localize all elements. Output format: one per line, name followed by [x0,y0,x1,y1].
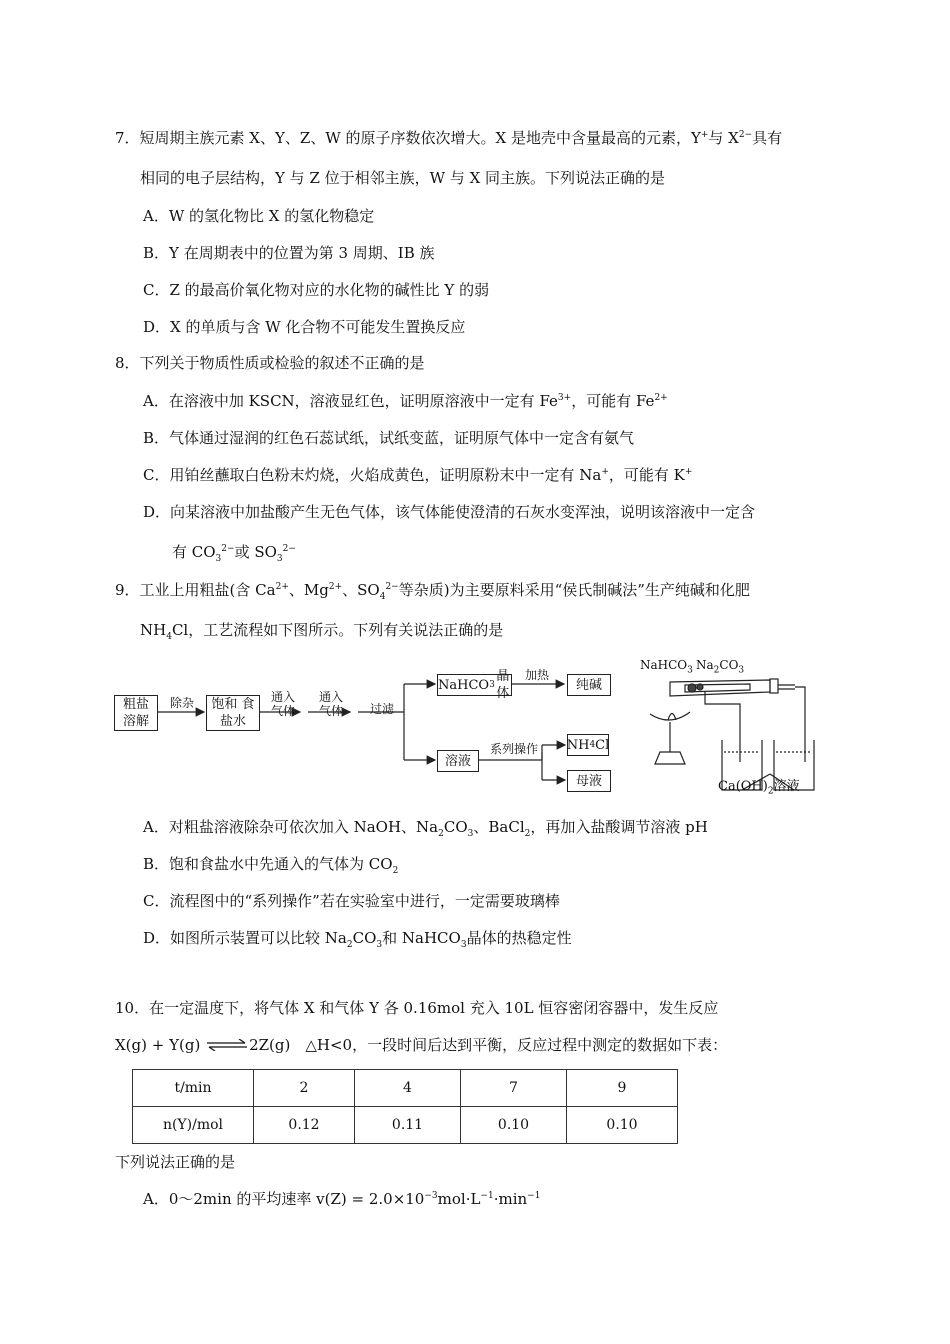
q9-option-a: A．对粗盐溶液除杂可依次加入 NaOH、$Na_2CO_3$、BaCl$_2$，再加入盐酸调节溶液 pH [143,818,708,839]
label-heat: 加热 [524,668,549,682]
process-flowchart [112,652,632,802]
q9-option-b: B．饱和食盐水中先通入的气体为 $CO_2$ [143,855,399,876]
table-cell: 0.11 [355,1107,461,1144]
q8-option-c: C．用铂丝蘸取白色粉末灼烧，火焰成黄色，证明原粉末中一定有 Na+，可能有 K+ [143,466,693,484]
q9-stem-line2: $NH_4Cl$，工艺流程如下图所示。下列有关说法正确的是 [140,621,504,642]
label-limewater: $Ca(OH)_2$溶液 [718,779,800,797]
table-header-cell: t/min [133,1070,254,1107]
label-nahco3: NaHCO$_3$ [640,658,693,676]
q10-after-table: 下列说法正确的是 [115,1153,236,1171]
table-header-cell: 4 [355,1070,461,1107]
table-cell: n(Y)/mol [133,1107,254,1144]
box-saturated-brine: 饱和 食盐水 [206,695,260,731]
box-solution: 溶液 [437,750,479,772]
q9-stem-line1: 9．工业上用粗盐(含 $Ca^{2+}$、$Mg^{2+}$、$SO_4^{2-}$等杂质)为主要原料采用“侯氏制碱法”生产纯碱和化肥 [115,581,750,602]
table-cell: 0.10 [567,1107,678,1144]
table-cell: 0.12 [254,1107,355,1144]
label-pass-gas-1: 通入 气体 [270,690,295,718]
equilibrium-arrow-drawing [205,1039,249,1051]
box-nahco3-crystal: NaHCO 3 晶体 [437,674,512,696]
box-soda-ash: 纯碱 [567,674,611,696]
equilibrium-arrow-icon [205,1036,249,1056]
q9-option-c: C．流程图中的“系列操作”若在实验室中进行，一定需要玻璃棒 [143,892,560,910]
q8-stem: 8．下列关于物质性质或检验的叙述不正确的是 [115,354,425,372]
q8-option-d-line2: 有 $CO_3^{2-}$或 $SO_3^{2-}$ [172,543,296,564]
data-table [132,1069,678,1144]
label-series-ops: 系列操作 [489,742,538,756]
box-crude-salt: 粗盐 溶解 [114,695,158,731]
q8-option-b: B．气体通过湿润的红色石蕊试纸，试纸变蓝，证明原气体中一定含有氨气 [143,429,635,447]
label-filter: 过滤 [369,702,394,716]
box-mother-liquor: 母液 [567,770,611,792]
box-nh4cl: NH 4 Cl [567,734,609,756]
q7-option-c: C．Z 的最高价氧化物对应的水化物的碱性比 Y 的弱 [143,281,490,299]
q7-stem-line1: 7．短周期主族元素 X、Y、Z、W 的原子序数依次增大。X 是地壳中含量最高的元素，Y+与 $X^{2-}$具有 [115,129,783,147]
q7-option-d: D．X 的单质与含 W 化合物不可能发生置换反应 [143,318,466,336]
q7-option-a: A．W 的氢化物比 X 的氢化物稳定 [143,207,375,225]
table-header-cell: 9 [567,1070,678,1107]
q10-stem-line1: 10．在一定温度下，将气体 X 和气体 Y 各 0.16mol 充入 10L 恒容密闭容器中，发生反应 [115,999,719,1017]
q8-option-a: A．在溶液中加 KSCN，溶液显红色，证明原溶液中一定有 $Fe^{3+}$，可能有 $Fe^{2+}$ [143,392,668,410]
table-row [133,1070,678,1107]
apparatus-drawing [630,652,840,800]
q10-option-a: A．0～2min 的平均速率 $v(Z) = 2.0\times 10^{-3}mol\cdot L^{-1}\cdot\min^{-1}$ [143,1190,541,1208]
q7-stem-line2: 相同的电子层结构，Y 与 Z 位于相邻主族，W 与 X 同主族。下列说法正确的是 [140,169,666,187]
table-header-cell: 2 [254,1070,355,1107]
label-remove-impurities: 除杂 [169,696,194,710]
q7-option-b: B．Y 在周期表中的位置为第 3 周期、IB 族 [143,244,435,262]
table-header-cell: 7 [461,1070,567,1107]
table-cell: 0.10 [461,1107,567,1144]
q9-option-d: D．如图所示装置可以比较 $Na_2CO_3$和 NaHCO$_3$晶体的热稳定性 [143,929,572,950]
label-na2co3: $Na_2CO_3$ [696,658,745,676]
thermal-stability-apparatus [630,652,840,800]
label-pass-gas-2: 通入 气体 [318,690,343,718]
table-row [133,1107,678,1144]
q10-stem-line2: X(g) + Y(g) 2Z(g) △H<0，一段时间后达到平衡，反应过程中测定的数据如下表： [115,1036,728,1054]
q8-option-d-line1: D．向某溶液中加盐酸产生无色气体，该气体能使澄清的石灰水变浑浊，说明该溶液中一定含 [143,503,756,521]
